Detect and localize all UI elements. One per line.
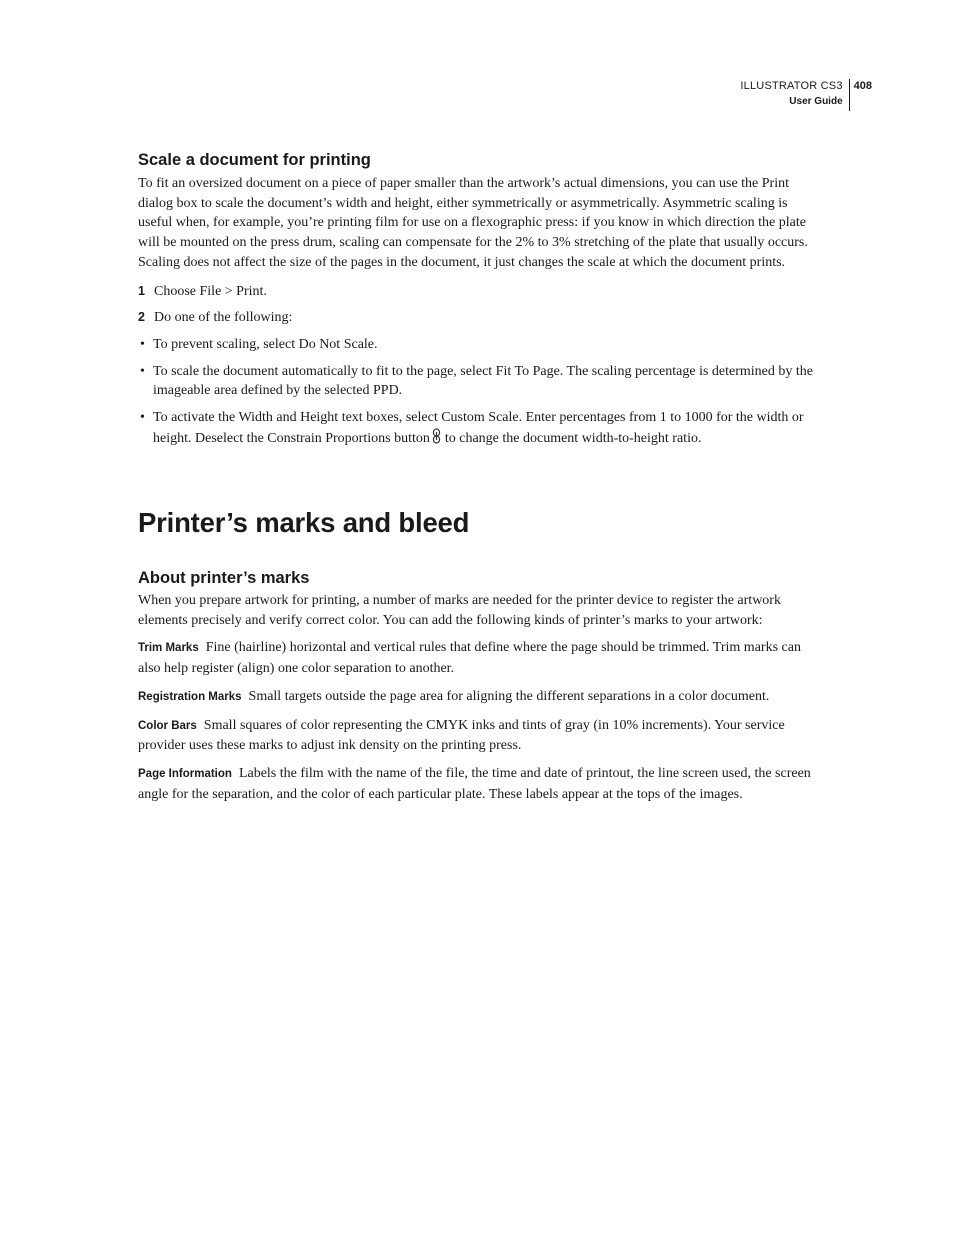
bullet-text: to change the document width-to-height ratio. xyxy=(444,430,702,446)
step-number: 1 xyxy=(138,283,145,298)
definition-item xyxy=(138,764,814,804)
definition-term: Trim Marks xyxy=(138,642,199,655)
definition-item xyxy=(138,638,814,678)
running-header xyxy=(740,79,872,111)
definition-text: Small squares of color representing the CMYK inks and tints of gray (in 10% increments). Your service provider uses these marks to adjust ink density on the printing press. xyxy=(138,717,785,754)
header-product-name: ILLUSTRATOR CS3 xyxy=(740,80,843,92)
bullet-marker: • xyxy=(140,410,145,426)
step-text: Do one of the following: xyxy=(154,310,293,326)
section-heading-about-marks: About printer’s marks xyxy=(138,569,310,587)
step-text: Choose File > Print. xyxy=(154,283,267,299)
definition-text: Fine (hairline) horizontal and vertical rules that define where the page should be trimmed. Trim marks can also help register (align) one color separation to another. xyxy=(138,640,801,677)
bullet-text: To scale the document automatically to fit to the page, select Fit To Page. The scaling percentage is determined by the imageable area defined by the selected PPD. xyxy=(153,363,813,399)
definition-term: Page Information xyxy=(138,767,232,780)
step-number: 2 xyxy=(138,310,145,325)
bullet-text: To activate the Width and Height text boxes, select Custom Scale. Enter percentages from 1 to 1000 for the width or height. Deselect the Constrain Proportions button xyxy=(153,410,804,446)
bullet-item xyxy=(138,362,814,401)
step-item xyxy=(138,308,814,328)
definition-item xyxy=(138,687,814,708)
bullet-text-wrapper xyxy=(153,408,814,450)
bullet-marker: • xyxy=(140,363,145,379)
definition-term: Registration Marks xyxy=(138,690,242,703)
marks-intro-paragraph: When you prepare artwork for printing, a number of marks are needed for the printer device to register the artwork elements precisely and verify correct color. You can add the following kinds of printer’s marks to your artwork: xyxy=(138,593,781,628)
definition-text: Small targets outside the page area for aligning the different separations in a color document. xyxy=(248,688,770,704)
chain-link-icon xyxy=(432,428,441,451)
bullet-text: To prevent scaling, select Do Not Scale. xyxy=(153,336,378,352)
marks-section xyxy=(138,506,814,804)
page-number: 408 xyxy=(853,80,872,92)
header-guide-name: User Guide xyxy=(789,96,843,107)
header-titles xyxy=(740,79,848,109)
definition-text: Labels the film with the name of the file, the time and date of printout, the line screen used, the screen angle for the separation, and the color of each particular plate. These labels appear at the tops of the images. xyxy=(138,765,811,802)
bullet-marker: • xyxy=(140,336,145,352)
scale-intro-paragraph: To fit an oversized document on a piece of paper smaller than the artwork’s actual dimensions, you can use the Print dialog box to scale the document’s width and height, either symmetrically or asymmetrically. Asymmetric scaling is useful when, for example, you’re printing film for use on a flexographic press: if you know in which direction the plate will be mounted on the press drum, scaling can compensate for the 2% to 3% stretching of the plate that usually occurs. Scaling does not affect the size of the pages in the document, it just changes the scale at which the document prints. xyxy=(138,176,808,270)
chapter-title: Printer’s marks and bleed xyxy=(138,507,470,538)
definition-term: Color Bars xyxy=(138,719,197,732)
scale-section xyxy=(138,150,814,450)
bullet-item xyxy=(138,408,814,450)
section-heading-scale: Scale a document for printing xyxy=(138,151,371,169)
bullet-item xyxy=(138,335,814,355)
definition-item xyxy=(138,716,814,756)
step-item xyxy=(138,282,814,302)
